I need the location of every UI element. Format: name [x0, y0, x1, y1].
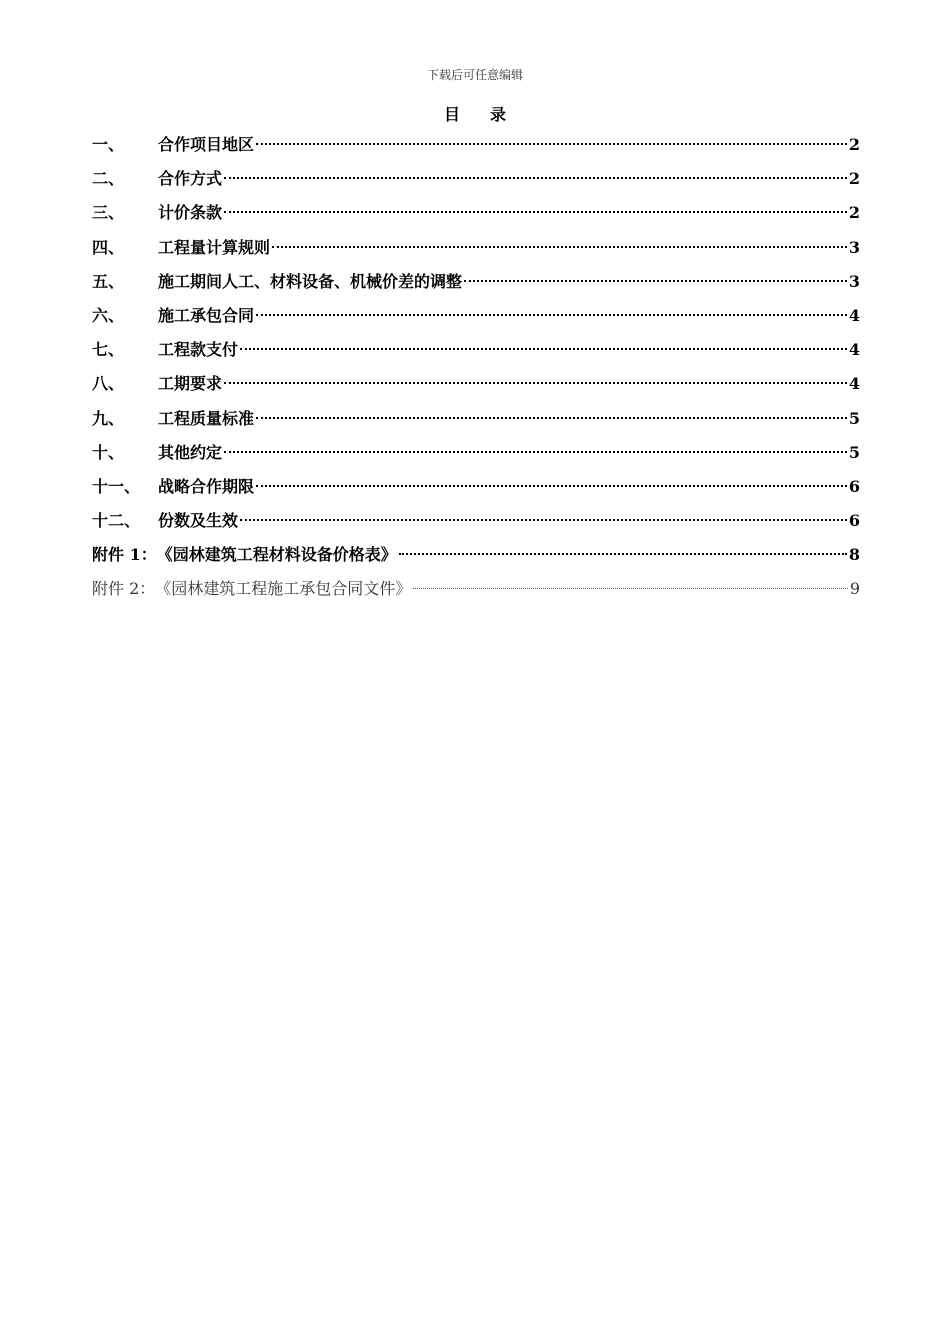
toc-entry-title: 合作方式 [158, 169, 223, 189]
toc-leader-dots [224, 451, 847, 453]
table-of-contents [92, 132, 860, 611]
toc-entry-9[interactable] [92, 406, 860, 440]
toc-leader-dots [399, 553, 847, 555]
toc-entry-number: 三、 [92, 203, 125, 223]
toc-entry-number: 附件 2： [92, 579, 156, 599]
toc-title: 目录 [443, 105, 536, 124]
toc-leader-dots [256, 314, 847, 316]
toc-entry-2[interactable] [92, 166, 860, 200]
toc-entry-10[interactable] [92, 440, 860, 474]
toc-entry-title: 工程量计算规则 [158, 237, 271, 257]
toc-entry-6[interactable] [92, 303, 860, 337]
toc-entry-page: 5 [848, 408, 860, 428]
toc-entry-title: 施工期间人工、材料设备、机械价差的调整 [158, 271, 463, 291]
toc-entry-11[interactable] [92, 474, 860, 508]
toc-leader-dots [256, 143, 847, 145]
toc-attachment-2[interactable] [92, 576, 860, 610]
toc-leader-dots [256, 485, 847, 487]
toc-entry-page: 6 [848, 476, 860, 496]
toc-entry-page: 3 [848, 271, 860, 291]
toc-entry-page: 2 [848, 135, 860, 154]
toc-entry-number: 十、 [92, 442, 125, 462]
toc-entry-number: 十二、 [92, 511, 141, 531]
toc-entry-page: 4 [848, 305, 860, 325]
toc-leader-dots [240, 348, 847, 350]
header-note: 下载后可任意编辑 [426, 68, 523, 82]
toc-entry-title: 工程质量标准 [158, 408, 255, 428]
toc-entry-3[interactable] [92, 200, 860, 234]
toc-entry-number: 六、 [92, 305, 125, 325]
toc-entry-5[interactable] [92, 269, 860, 303]
toc-entry-title: 计价条款 [158, 203, 223, 223]
toc-entry-1[interactable] [92, 132, 860, 166]
toc-entry-page: 4 [848, 374, 860, 394]
toc-entry-4[interactable] [92, 235, 860, 269]
toc-entry-title: 合作项目地区 [158, 135, 255, 154]
toc-entry-number: 五、 [92, 271, 125, 291]
toc-entry-title: 工程款支付 [158, 340, 239, 360]
toc-entry-number: 二、 [92, 169, 125, 189]
toc-leader-dots [224, 382, 847, 384]
toc-entry-page: 2 [848, 169, 860, 189]
toc-leader-dots [272, 246, 847, 248]
toc-entry-number: 十一、 [92, 476, 141, 496]
toc-leader-dots [413, 588, 848, 589]
toc-entry-7[interactable] [92, 337, 860, 371]
toc-entry-12[interactable] [92, 508, 860, 542]
toc-entry-number: 八、 [92, 374, 125, 394]
toc-entry-page: 5 [848, 442, 860, 462]
toc-leader-dots [464, 280, 847, 282]
toc-leader-dots [224, 211, 847, 213]
toc-entry-title: 战略合作期限 [158, 476, 255, 496]
toc-entry-page: 6 [848, 511, 860, 531]
toc-entry-page: 9 [849, 579, 860, 599]
toc-entry-page: 2 [848, 203, 860, 223]
toc-entry-title: 施工承包合同 [158, 305, 255, 325]
toc-leader-dots [224, 177, 847, 179]
toc-entry-8[interactable] [92, 371, 860, 405]
toc-entry-page: 8 [848, 545, 860, 565]
toc-entry-page: 3 [848, 237, 860, 257]
toc-entry-number: 九、 [92, 408, 125, 428]
toc-entry-title: 《园林建筑工程材料设备价格表》 [156, 545, 397, 565]
toc-entry-title: 工期要求 [158, 374, 223, 394]
toc-entry-number: 四、 [92, 237, 125, 257]
toc-leader-dots [240, 519, 847, 521]
toc-entry-number: 附件 1： [92, 545, 157, 565]
toc-entry-title: 份数及生效 [158, 511, 239, 531]
toc-entry-number: 七、 [92, 340, 125, 360]
toc-leader-dots [256, 417, 847, 419]
toc-attachment-1[interactable] [92, 542, 860, 576]
toc-entry-page: 4 [848, 340, 860, 360]
toc-entry-title: 其他约定 [158, 442, 223, 462]
toc-entry-title: 《园林建筑工程施工承包合同文件》 [155, 579, 412, 599]
toc-entry-number: 一、 [92, 135, 125, 154]
